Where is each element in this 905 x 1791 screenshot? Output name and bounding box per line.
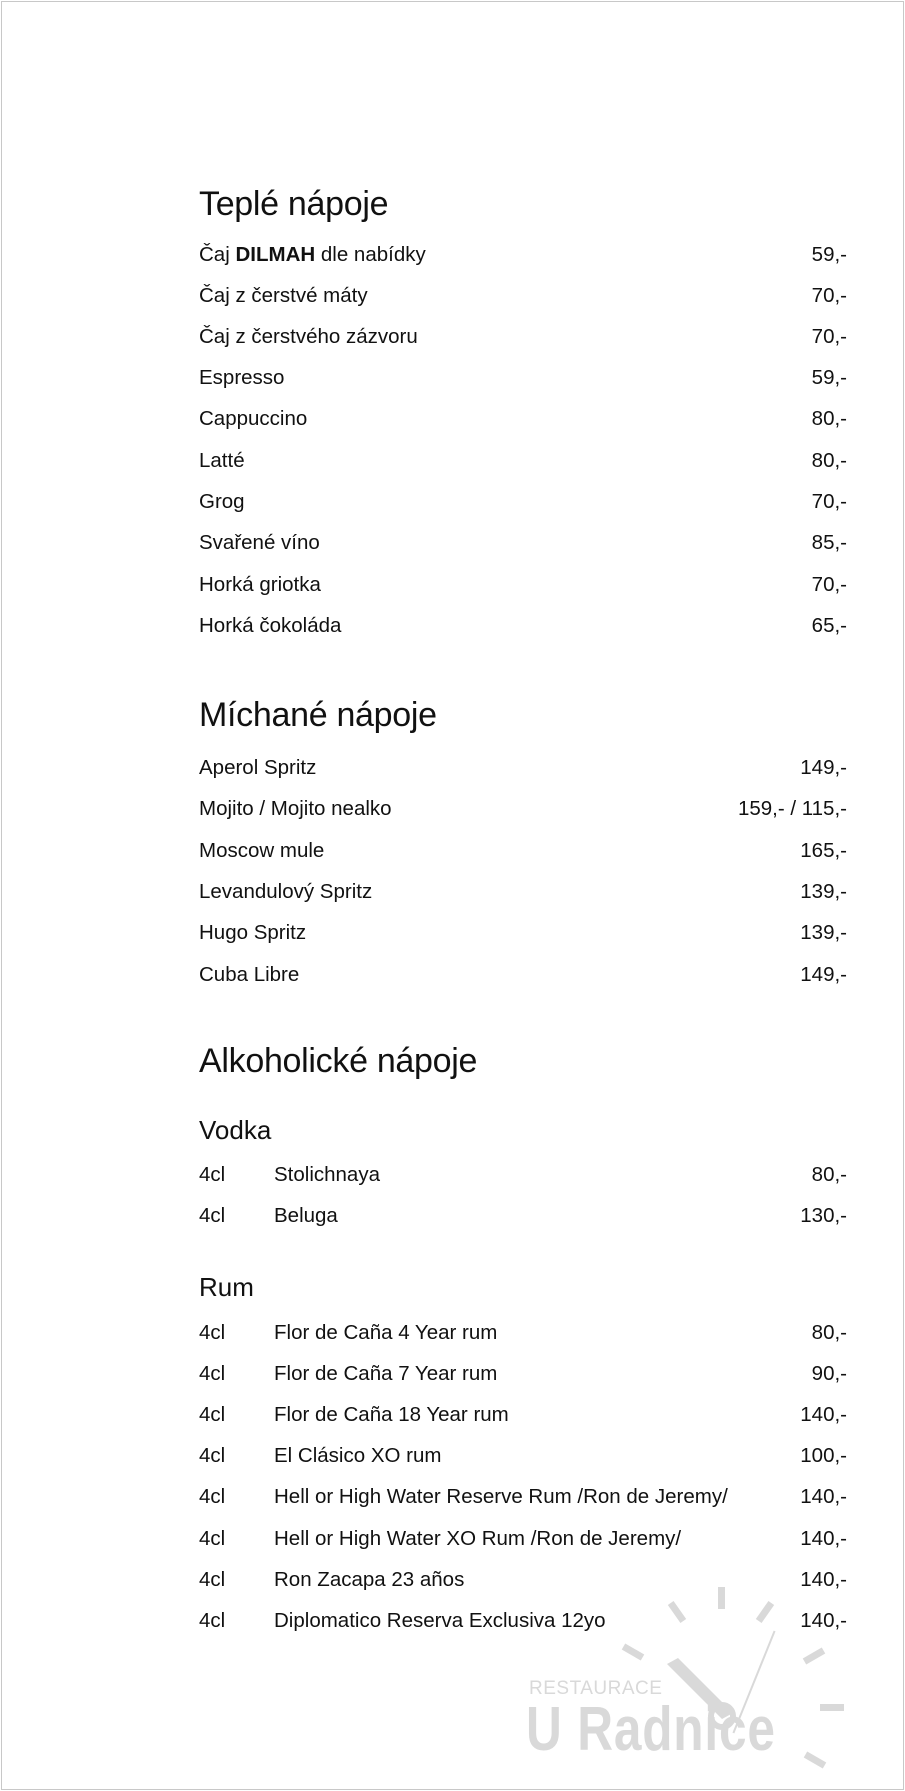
menu-item (199, 281, 847, 311)
item-volume: 4cl (199, 1444, 226, 1467)
item-price: 85,- (811, 531, 847, 554)
item-price: 90,- (811, 1362, 847, 1385)
item-price: 140,- (800, 1485, 847, 1508)
item-volume: 4cl (199, 1403, 226, 1426)
section-title-alcoholic-drinks: Alkoholické nápoje (199, 1042, 478, 1080)
section-title-hot-drinks: Teplé nápoje (199, 185, 389, 223)
menu-item (199, 836, 847, 866)
item-name: Čaj z čerstvé máty (199, 284, 368, 307)
item-price: 65,- (811, 614, 847, 637)
item-name: Cuba Libre (199, 963, 300, 986)
item-price: 139,- (800, 921, 847, 944)
item-name: Horká griotka (199, 573, 321, 596)
item-price: 70,- (811, 325, 847, 348)
menu-item (199, 753, 847, 783)
item-name: Horká čokoláda (199, 614, 342, 637)
item-name: Flor de Caña 18 Year rum (274, 1403, 509, 1426)
item-name: El Clásico XO rum (274, 1444, 442, 1467)
item-price: 149,- (800, 963, 847, 986)
item-price: 139,- (800, 880, 847, 903)
item-name: Mojito / Mojito nealko (199, 797, 392, 820)
item-price: 140,- (800, 1527, 847, 1550)
item-name: Hell or High Water Reserve Rum /Ron de Jeremy/ (274, 1485, 728, 1508)
menu-item (199, 877, 847, 907)
item-name: Beluga (274, 1204, 338, 1227)
menu-item (199, 611, 847, 641)
menu-item (199, 1400, 847, 1430)
item-name: Cappuccino (199, 407, 308, 430)
item-name: Espresso (199, 366, 285, 389)
menu-item (199, 1359, 847, 1389)
item-volume: 4cl (199, 1362, 226, 1385)
item-price: 140,- (800, 1403, 847, 1426)
item-price: 149,- (800, 756, 847, 779)
menu-page (1, 1, 904, 1790)
menu-item (199, 1318, 847, 1348)
menu-item (199, 404, 847, 434)
item-volume: 4cl (199, 1204, 226, 1227)
item-name: Hell or High Water XO Rum /Ron de Jeremy/ (274, 1527, 682, 1550)
menu-item (199, 446, 847, 476)
menu-item (199, 322, 847, 352)
restaurant-logo-watermark (522, 1582, 862, 1782)
item-price: 159,- / 115,- (737, 797, 847, 820)
item-price: 130,- (800, 1204, 847, 1227)
menu-item (199, 487, 847, 517)
subsection-title-vodka: Vodka (199, 1115, 272, 1145)
item-name: Ron Zacapa 23 años (274, 1568, 465, 1591)
menu-item (199, 1524, 847, 1554)
item-price: 70,- (811, 490, 847, 513)
menu-item (199, 1160, 847, 1190)
item-volume: 4cl (199, 1163, 226, 1186)
item-name: Latté (199, 449, 245, 472)
item-volume: 4cl (199, 1485, 226, 1508)
item-name: Levandulový Spritz (199, 880, 373, 903)
item-name: Hugo Spritz (199, 921, 307, 944)
menu-item (199, 960, 847, 990)
item-volume: 4cl (199, 1321, 226, 1344)
item-price: 80,- (811, 1321, 847, 1344)
item-name: Aperol Spritz (199, 756, 317, 779)
item-name: Grog (199, 490, 245, 513)
menu-item (199, 794, 847, 824)
menu-item (199, 570, 847, 600)
item-price: 59,- (811, 243, 847, 266)
item-price: 80,- (811, 449, 847, 472)
menu-item (199, 363, 847, 393)
item-name: Čaj DILMAH dle nabídky (199, 243, 426, 266)
item-price: 70,- (811, 284, 847, 307)
section-title-mixed-drinks: Míchané nápoje (199, 696, 437, 734)
item-price: 80,- (811, 407, 847, 430)
item-name: Svařené víno (199, 531, 320, 554)
item-name: Stolichnaya (274, 1163, 380, 1186)
menu-item (199, 528, 847, 558)
item-volume: 4cl (199, 1609, 226, 1632)
item-price: 100,- (800, 1444, 847, 1467)
item-price: 70,- (811, 573, 847, 596)
item-name: Flor de Caña 4 Year rum (274, 1321, 498, 1344)
menu-item (199, 918, 847, 948)
menu-item (199, 1482, 847, 1512)
item-price: 80,- (811, 1163, 847, 1186)
item-price: 165,- (800, 839, 847, 862)
item-volume: 4cl (199, 1527, 226, 1550)
item-name: Diplomatico Reserva Exclusiva 12yo (274, 1609, 606, 1632)
item-price: 59,- (811, 366, 847, 389)
item-name: Moscow mule (199, 839, 325, 862)
item-name: Čaj z čerstvého zázvoru (199, 325, 418, 348)
logo-big-text: U Radnice (526, 1695, 776, 1764)
item-volume: 4cl (199, 1568, 226, 1591)
item-price: 140,- (800, 1609, 847, 1632)
menu-item (199, 240, 847, 270)
subsection-title-rum: Rum (199, 1272, 254, 1302)
menu-item (199, 1201, 847, 1231)
item-price: 140,- (800, 1568, 847, 1591)
logo-small-text: RESTAURACE (529, 1678, 663, 1699)
item-name: Flor de Caña 7 Year rum (274, 1362, 498, 1385)
menu-item (199, 1441, 847, 1471)
